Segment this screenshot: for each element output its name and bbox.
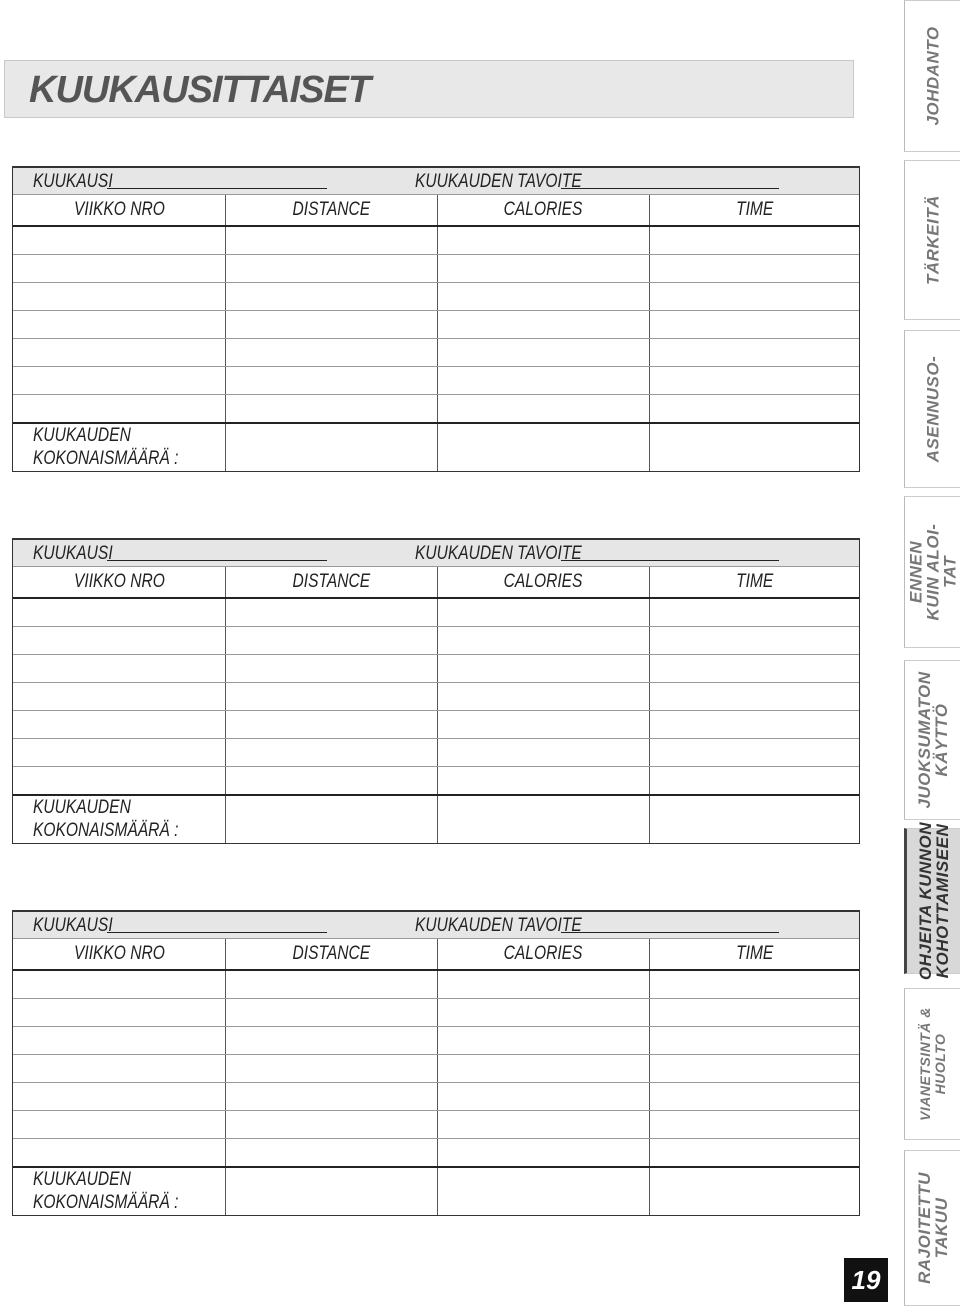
table-row[interactable]: [13, 1055, 859, 1083]
side-tab-johdanto[interactable]: JOHDANTO: [904, 0, 960, 152]
goal-label: KUUKAUDEN TAVOITE: [415, 543, 582, 564]
goal-input-line[interactable]: [561, 560, 779, 561]
col-distance: DISTANCE: [225, 195, 437, 225]
table-row[interactable]: [13, 311, 859, 339]
table-row[interactable]: [13, 1111, 859, 1139]
goal-input-line[interactable]: [561, 932, 779, 933]
month-input-line[interactable]: [107, 932, 327, 933]
column-headers: [13, 939, 859, 971]
month-label: KUUKAUSI: [33, 915, 113, 936]
goal-input-line[interactable]: [561, 188, 779, 189]
side-tab-tarkeita[interactable]: TÄRKEITÄ: [904, 160, 960, 320]
total-row[interactable]: [13, 424, 859, 471]
table-row[interactable]: [13, 999, 859, 1027]
page-title-bar: [4, 60, 854, 118]
col-time: TIME: [649, 939, 859, 969]
side-tab-ohjeita-kunnon[interactable]: OHJEITA KUNNON KOHOTTAMISEEN: [904, 828, 960, 974]
table-row[interactable]: [13, 627, 859, 655]
side-tab-vianetsinta[interactable]: VIANETSINTÄ & HUOLTO: [904, 988, 960, 1140]
table-header-month: [13, 912, 859, 939]
monthly-table-2: [12, 538, 860, 844]
table-header-month: [13, 540, 859, 567]
table-row[interactable]: [13, 739, 859, 767]
table-row[interactable]: [13, 1083, 859, 1111]
monthly-table-1: [12, 166, 860, 472]
col-calories: CALORIES: [437, 939, 649, 969]
table-row[interactable]: [13, 599, 859, 627]
col-calories: CALORIES: [437, 195, 649, 225]
page-number: 19: [844, 1258, 888, 1302]
table-header-month: [13, 168, 859, 195]
col-distance: DISTANCE: [225, 939, 437, 969]
month-label: KUUKAUSI: [33, 171, 113, 192]
table-row[interactable]: [13, 711, 859, 739]
side-tab-rajoitettu-takuu[interactable]: RAJOITETTU TAKUU: [904, 1150, 960, 1306]
table-row[interactable]: [13, 683, 859, 711]
col-week: VIIKKO NRO: [73, 571, 165, 592]
table-row[interactable]: [13, 971, 859, 999]
col-calories: CALORIES: [437, 567, 649, 597]
table-row[interactable]: [13, 367, 859, 395]
total-label: KUUKAUDEN KOKONAISMÄÄRÄ :: [33, 797, 179, 841]
month-input-line[interactable]: [107, 188, 327, 189]
col-time: TIME: [649, 567, 859, 597]
col-week: VIIKKO NRO: [73, 943, 165, 964]
table-row[interactable]: [13, 283, 859, 311]
col-time: TIME: [649, 195, 859, 225]
table-row[interactable]: [13, 395, 859, 424]
goal-label: KUUKAUDEN TAVOITE: [415, 171, 582, 192]
column-headers: [13, 195, 859, 227]
month-input-line[interactable]: [107, 560, 327, 561]
col-week: VIIKKO NRO: [73, 199, 165, 220]
table-row[interactable]: [13, 227, 859, 255]
table-row[interactable]: [13, 1027, 859, 1055]
column-headers: [13, 567, 859, 599]
goal-label: KUUKAUDEN TAVOITE: [415, 915, 582, 936]
col-distance: DISTANCE: [225, 567, 437, 597]
month-label: KUUKAUSI: [33, 543, 113, 564]
side-tab-juoksumaton-kaytto[interactable]: JUOKSUMATON KÄYTTÖ: [904, 660, 960, 820]
monthly-table-3: [12, 910, 860, 1216]
total-row[interactable]: [13, 796, 859, 843]
total-label: KUUKAUDEN KOKONAISMÄÄRÄ :: [33, 1169, 179, 1213]
side-tab-ennen-kuin-aloitat[interactable]: ENNEN KUIN ALOI- TAT: [904, 496, 960, 648]
table-row[interactable]: [13, 255, 859, 283]
table-row[interactable]: [13, 655, 859, 683]
table-row[interactable]: [13, 1139, 859, 1168]
side-tab-asennus[interactable]: ASENNUSO-: [904, 330, 960, 488]
total-row[interactable]: [13, 1168, 859, 1215]
page-title: KUUKAUSITTAISET: [29, 69, 371, 111]
total-label: KUUKAUDEN KOKONAISMÄÄRÄ :: [33, 425, 179, 469]
table-row[interactable]: [13, 767, 859, 796]
table-row[interactable]: [13, 339, 859, 367]
